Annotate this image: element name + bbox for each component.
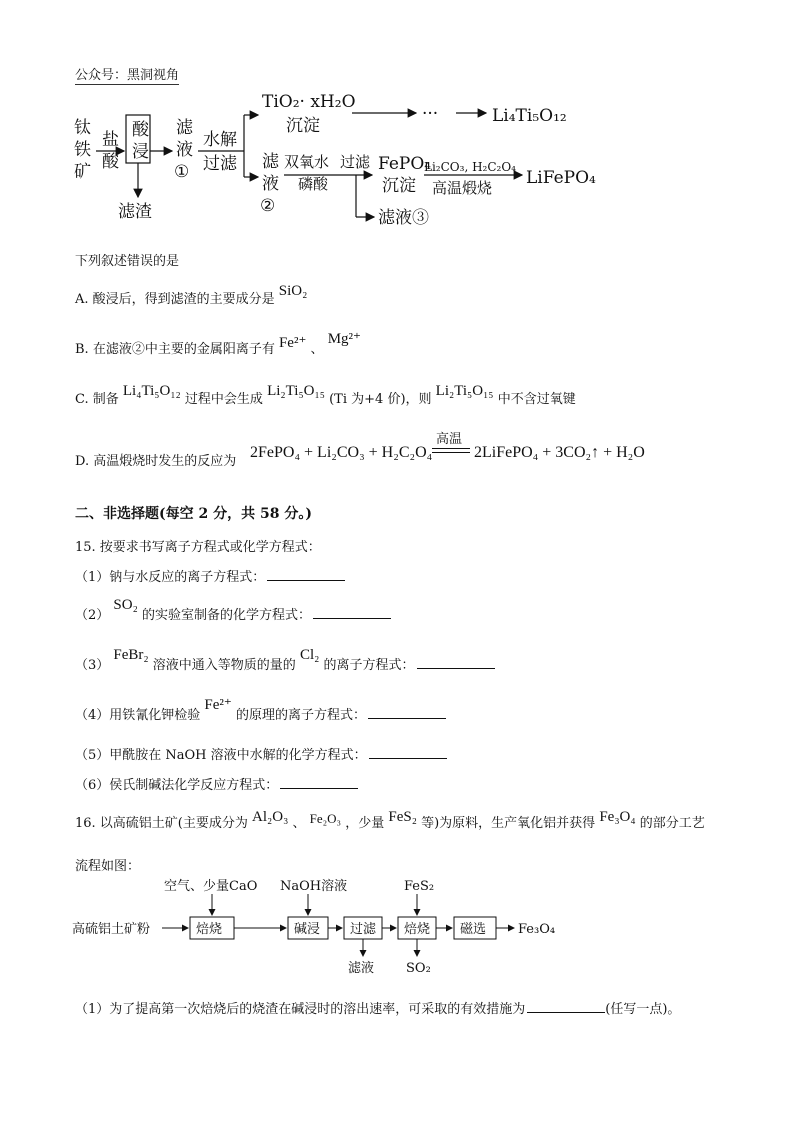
- flow1-filter2: 过滤: [340, 153, 371, 171]
- q14-c-formula2: Li₂Ti₅O₁₅: [267, 383, 325, 399]
- q14-stem: 下列叙述错误的是: [75, 254, 180, 269]
- flow2-step-magnetic: 磁选: [460, 922, 487, 937]
- watermark-header: 公众号：黑洞视角: [75, 64, 179, 85]
- answer-blank: [417, 667, 495, 669]
- q15-s2-formula: SO₂: [113, 597, 138, 613]
- flow2-input-fes2: FeS₂: [404, 879, 435, 894]
- flow1-filtrate2-c: ②: [260, 196, 276, 216]
- q14-b-ion1: Fe²⁺: [278, 335, 307, 351]
- answer-blank: [267, 579, 345, 581]
- q14-b-ion2: Mg²⁺: [327, 331, 361, 347]
- q16-mid: 等)为原料，生产氧化铝并获得: [421, 816, 596, 831]
- flow2-step-roast2: 焙烧: [404, 922, 431, 937]
- q15-s2-post: 的实验室制备的化学方程式：: [141, 608, 311, 623]
- flow2-product: Fe₃O₄: [518, 922, 556, 937]
- flow1-li4ti5o12: Li₄Ti₅O₁₂: [492, 106, 567, 126]
- q14-b-text: B. 在滤液②中主要的金属阳离子有: [75, 342, 275, 357]
- flow2-input-naoh: NaOH溶液: [280, 879, 348, 894]
- q16-formula2: Fe₂O₃: [309, 811, 342, 826]
- flow1-filtrate1-b: 液: [176, 140, 193, 160]
- flow1-tio2: TiO₂· xH₂O: [262, 92, 356, 112]
- answer-blank: [368, 717, 446, 719]
- q14-d-lhs: 2FePO₄ + Li₂CO₃ + H₂C₂O₄: [250, 444, 433, 461]
- flow1-precip2: 沉淀: [382, 176, 416, 196]
- flow1-acid-a: 盐: [102, 130, 119, 150]
- q16-post: 的部分工艺: [639, 816, 705, 831]
- q14-c-formula3: Li₂Ti₅O₁₅: [435, 383, 494, 399]
- flow1-filtrate1-a: 滤: [176, 118, 193, 138]
- q16-s1-text: （1）为了提高第一次焙烧后的烧渣在碱浸时的溶出速率，可采取的有效措施为: [75, 1002, 526, 1017]
- q15-s4-post: 的原理的离子方程式：: [235, 708, 366, 723]
- q15-s5-text: （5）甲酰胺在 NaOH 溶液中水解的化学方程式：: [75, 748, 367, 763]
- flow1-calc: 高温煅烧: [432, 179, 493, 197]
- q14-d-text: D. 高温煅烧时发生的反应为: [75, 454, 237, 469]
- q16-formula4: Fe₃O₄: [599, 809, 636, 825]
- q15-item-1: [75, 566, 345, 585]
- q16-stem-line2: 流程如图：: [75, 859, 141, 874]
- q14-a-formula: SiO₂: [278, 283, 308, 299]
- flowchart-titanium: [60, 85, 700, 235]
- q16-item-1: [75, 998, 680, 1017]
- q16-sep2: ，少量: [345, 816, 385, 831]
- q15-stem: 15. 按要求书写离子方程式或化学方程式：: [75, 540, 321, 555]
- q14-option-d: [75, 450, 236, 469]
- flow1-leach-b: 浸: [132, 142, 149, 162]
- q15-s4-pre: （4）用铁氰化钾检验: [75, 708, 201, 723]
- q16-stem: [75, 809, 705, 832]
- q14-c-text3: (Ti 为+4 价)，则: [329, 392, 432, 407]
- flow2-step-roast1: 焙烧: [196, 922, 223, 937]
- flow1-filtrate1-c: ①: [174, 162, 190, 182]
- q15-item-6: [75, 774, 358, 793]
- flowchart-alumina: [70, 872, 590, 980]
- q14-c-text4: 中不含过氧键: [497, 392, 576, 407]
- q15-s4-formula: Fe²⁺: [204, 697, 232, 713]
- flow1-h2o2: 双氧水: [284, 153, 330, 171]
- flow1-precip1: 沉淀: [286, 116, 320, 136]
- q15-s3-mid: 溶液中通入等物质的量的: [152, 658, 296, 673]
- q14-option-a: [75, 283, 308, 308]
- answer-blank: [280, 787, 358, 789]
- flow1-start-1: 钛: [74, 118, 91, 138]
- flow1-filtrate2-a: 滤: [262, 152, 279, 172]
- q16-stem-pre: 16. 以高硫铝土矿(主要成分为: [75, 816, 248, 831]
- q14-option-c: [75, 383, 576, 408]
- q16-s1-tail: (任写一点)。: [605, 1002, 681, 1017]
- q16-formula3: FeS₂: [388, 809, 417, 825]
- flow1-li2co3: Li₂CO₃, H₂C₂O₄: [424, 160, 516, 174]
- flow2-output-filtrate: 滤液: [348, 961, 375, 976]
- flow1-filter1: 过滤: [203, 154, 237, 174]
- flow2-raw: 高硫铝土矿粉: [72, 922, 151, 937]
- q14-c-formula1: Li₄Ti₅O₁₂: [122, 383, 181, 399]
- q15-s2-pre: （2）: [75, 608, 110, 623]
- section2-title: 二、非选择题(每空 2 分，共 58 分。): [75, 506, 312, 522]
- flow1-fepo4: FePO₄: [378, 154, 432, 174]
- q14-d-equals-sign: [432, 448, 470, 453]
- flow1-acid-b: 酸: [102, 152, 119, 172]
- q16-formula1: Al₂O₃: [252, 809, 289, 825]
- q14-d-condition: 高温: [436, 432, 463, 447]
- q15-item-3: [75, 647, 495, 674]
- flow1-start-2: 铁: [74, 140, 91, 160]
- q16-sep1: 、: [292, 816, 306, 831]
- q15-s3-pre: （3）: [75, 658, 110, 673]
- flow1-dots: ···: [422, 104, 439, 124]
- flow1-phos: 磷酸: [298, 175, 329, 193]
- q14-option-b: [75, 331, 361, 358]
- answer-blank: [527, 1011, 605, 1013]
- q15-s3-formula1: FeBr₂: [113, 647, 149, 663]
- flow2-step-filter: 过滤: [350, 922, 377, 937]
- q15-item-4: [75, 697, 446, 724]
- flow1-lifepo4: LiFePO₄: [526, 168, 596, 188]
- answer-blank: [313, 617, 391, 619]
- flow2-output-so2: SO₂: [406, 961, 431, 976]
- q14-c-text2: 过程中会生成: [184, 392, 263, 407]
- q15-item-2: [75, 597, 391, 624]
- q14-b-sep: 、: [310, 342, 324, 357]
- answer-blank: [369, 757, 447, 759]
- flow2-input-air-cao: 空气、少量CaO: [164, 879, 258, 894]
- q14-a-text: A. 酸浸后，得到滤渣的主要成分是: [75, 292, 275, 307]
- q14-c-text1: C. 制备: [75, 392, 119, 407]
- q15-s3-formula2: Cl₂: [299, 647, 320, 663]
- flow1-hydrolysis: 水解: [203, 130, 237, 150]
- q15-s6-text: （6）侯氏制碱法化学反应方程式：: [75, 778, 279, 793]
- flow1-residue: 滤渣: [118, 202, 152, 222]
- flow1-filtrate3: 滤液③: [378, 208, 429, 228]
- q15-s3-post: 的离子方程式：: [323, 658, 415, 673]
- flow2-step-leach: 碱浸: [294, 922, 321, 937]
- flow1-leach-a: 酸: [132, 120, 149, 140]
- q15-item-5: [75, 744, 447, 763]
- flow1-filtrate2-b: 液: [262, 174, 279, 194]
- flow1-start-3: 矿: [74, 162, 91, 182]
- q15-s1-text: （1）钠与水反应的离子方程式：: [75, 570, 266, 585]
- q14-d-rhs: 2LiFePO₄ + 3CO₂↑ + H₂O: [474, 444, 645, 461]
